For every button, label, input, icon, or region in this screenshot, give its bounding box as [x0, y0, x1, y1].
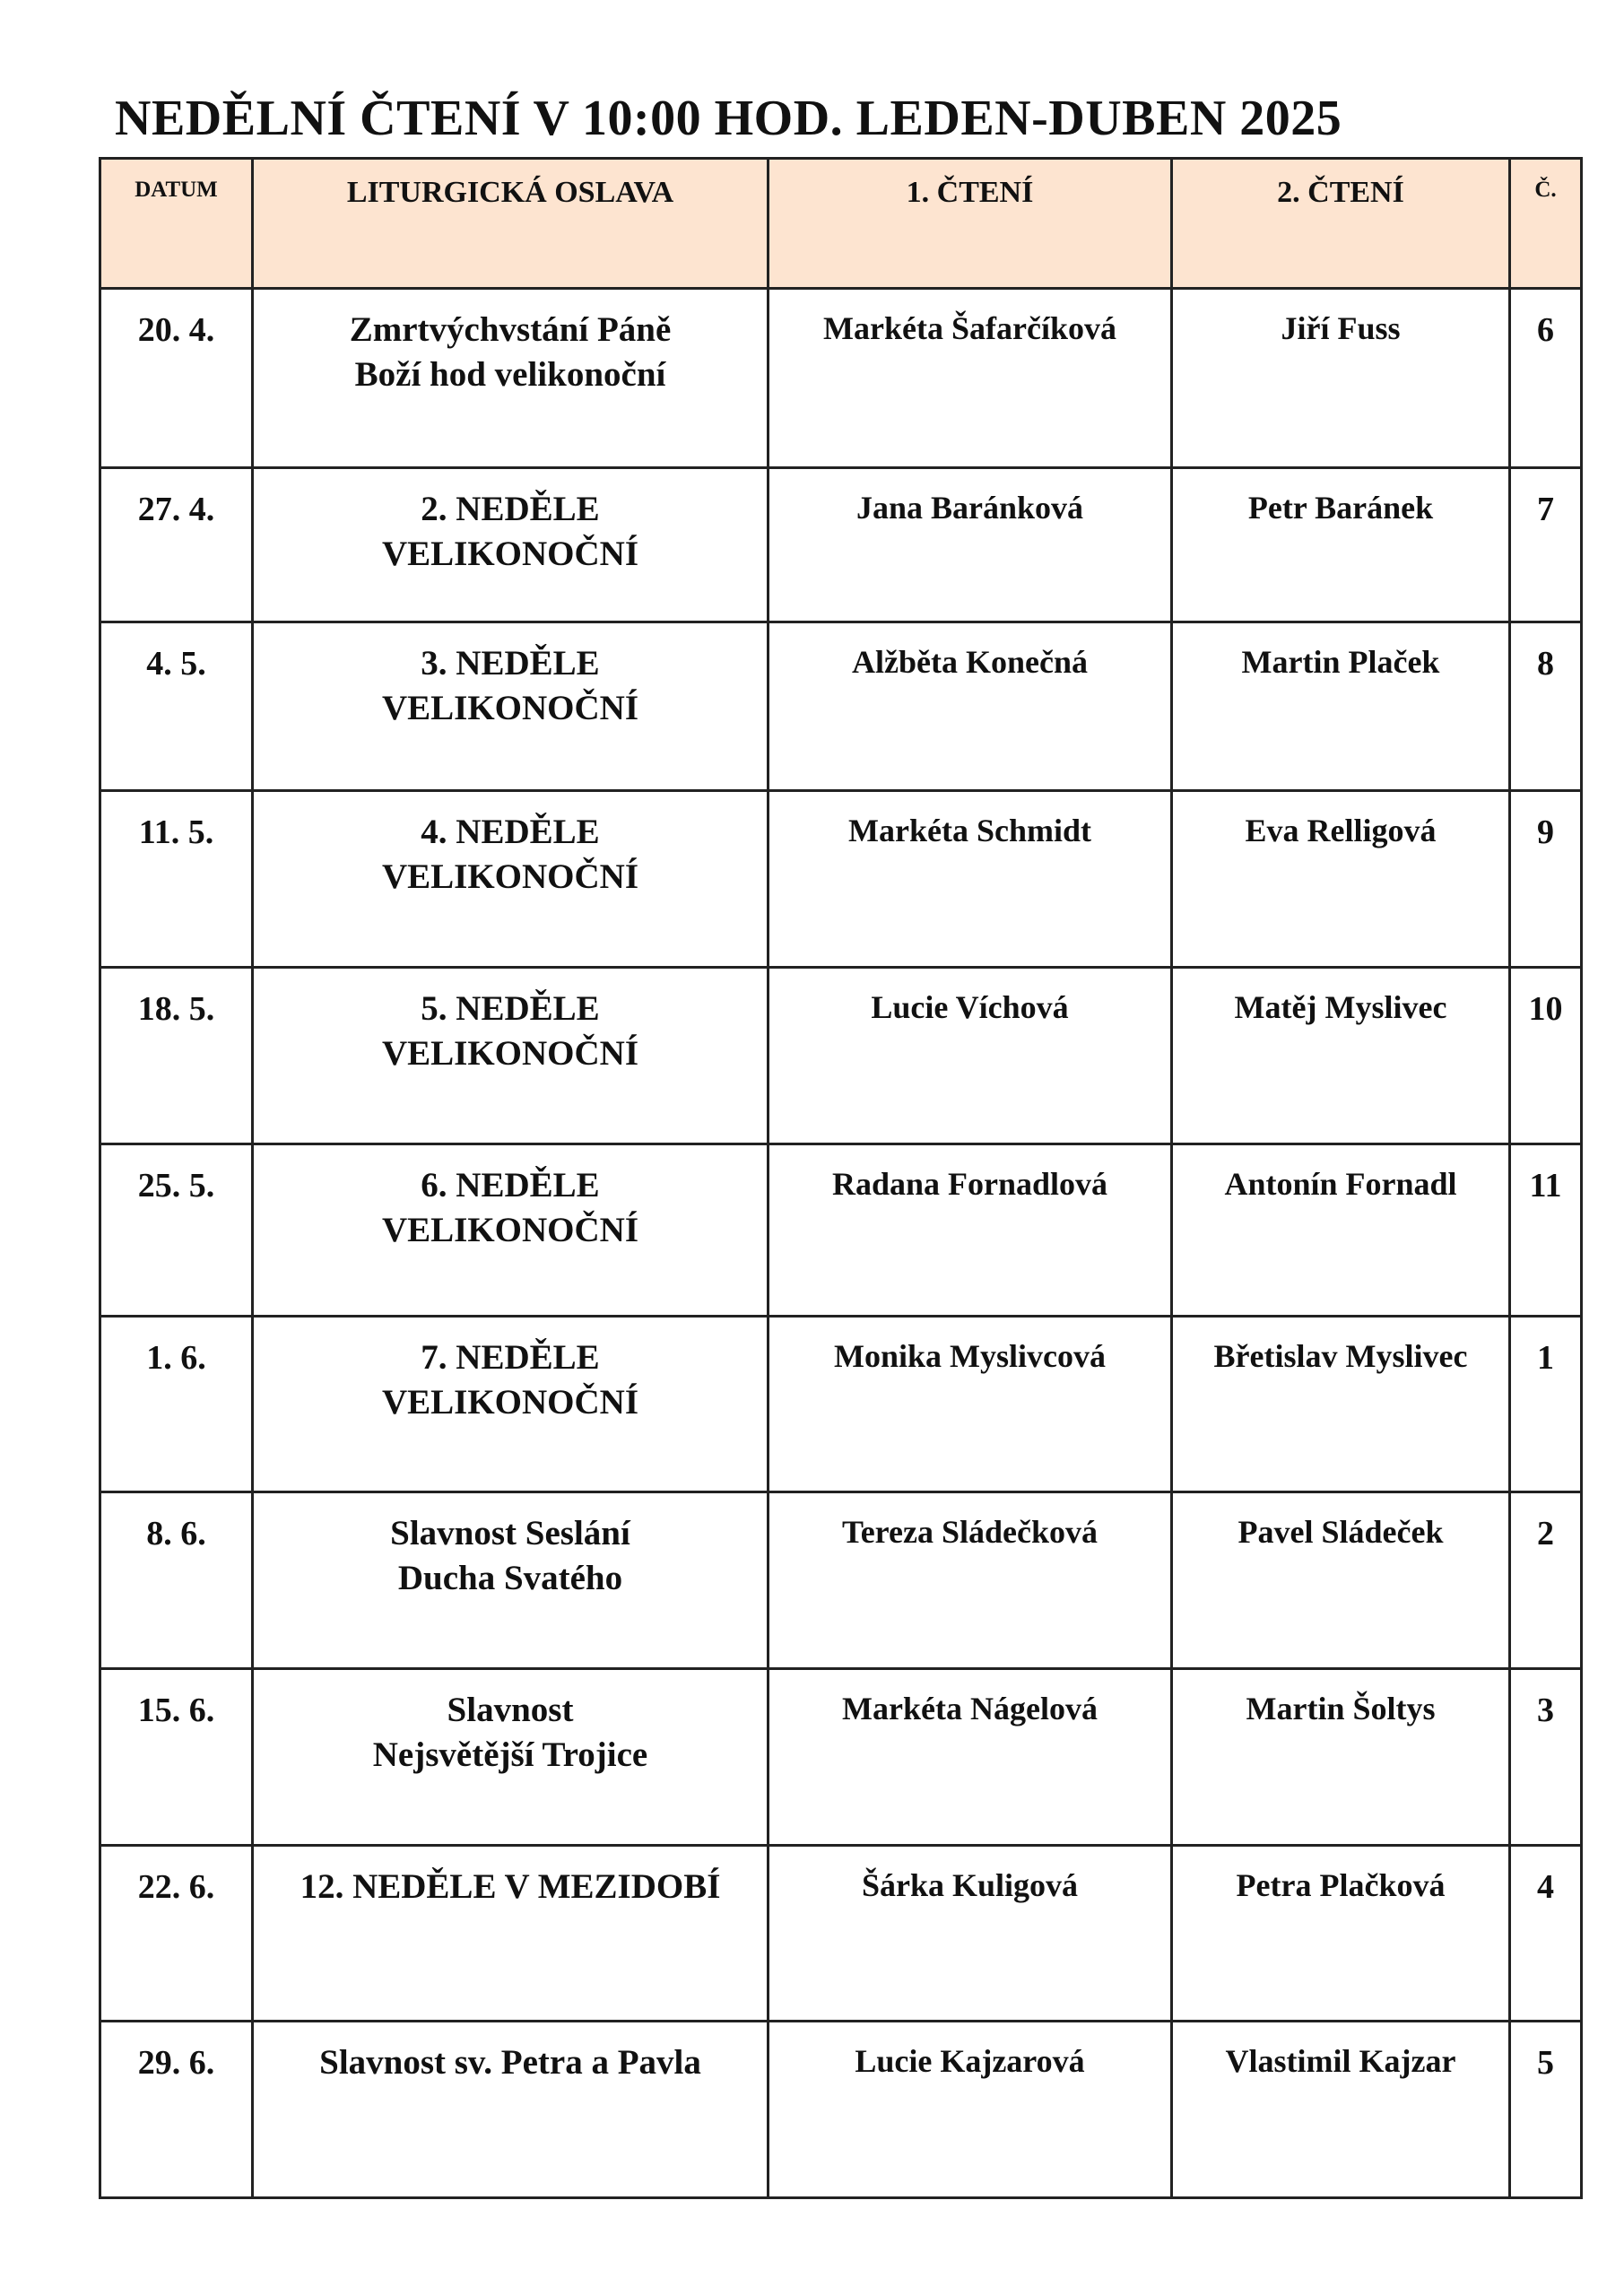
cell-reading1: Alžběta Konečná: [769, 622, 1172, 791]
cell-reading2: Vlastimil Kajzar: [1172, 2022, 1510, 2198]
cell-number: 10: [1510, 968, 1582, 1144]
celebration-line: VELIKONOČNÍ: [381, 535, 639, 573]
readings-table: [99, 157, 1583, 2199]
cell-number: 3: [1510, 1669, 1582, 1846]
cell-reading2: Martin Plaček: [1172, 622, 1510, 791]
celebration-line: 3. NEDĚLE: [421, 644, 600, 683]
celebration-line: VELIKONOČNÍ: [381, 1034, 639, 1073]
table-row: [100, 1492, 1582, 1669]
cell-date: 15. 6.: [100, 1669, 253, 1846]
cell-number: 8: [1510, 622, 1582, 791]
header-celebration: LITURGICKÁ OSLAVA: [253, 159, 769, 289]
table-row: [100, 1144, 1582, 1317]
celebration-line: Slavnost: [447, 1691, 574, 1729]
cell-reading2: Jiří Fuss: [1172, 289, 1510, 468]
celebration-line: Boží hod velikonoční: [354, 355, 666, 394]
table-row: [100, 791, 1582, 968]
cell-date: 8. 6.: [100, 1492, 253, 1669]
cell-reading1: Markéta Šafarčíková: [769, 289, 1172, 468]
cell-reading2: Martin Šoltys: [1172, 1669, 1510, 1846]
cell-number: 4: [1510, 1846, 1582, 2022]
cell-date: 22. 6.: [100, 1846, 253, 2022]
table-row: [100, 1317, 1582, 1492]
cell-celebration: [253, 2022, 769, 2198]
celebration-line: 6. NEDĚLE: [421, 1166, 600, 1205]
celebration-line: 7. NEDĚLE: [421, 1338, 600, 1377]
cell-reading2: Petra Plačková: [1172, 1846, 1510, 2022]
cell-celebration: [253, 968, 769, 1144]
cell-date: 29. 6.: [100, 2022, 253, 2198]
celebration-line: VELIKONOČNÍ: [381, 1211, 639, 1249]
celebration-line: 12. NEDĚLE V MEZIDOBÍ: [300, 1867, 721, 1906]
cell-date: 4. 5.: [100, 622, 253, 791]
cell-reading2: Petr Baránek: [1172, 468, 1510, 622]
cell-date: 27. 4.: [100, 468, 253, 622]
celebration-line: VELIKONOČNÍ: [381, 857, 639, 896]
cell-celebration: [253, 1492, 769, 1669]
cell-reading1: Markéta Nágelová: [769, 1669, 1172, 1846]
cell-reading1: Lucie Víchová: [769, 968, 1172, 1144]
cell-reading2: Matěj Myslivec: [1172, 968, 1510, 1144]
cell-celebration: [253, 1317, 769, 1492]
cell-number: 11: [1510, 1144, 1582, 1317]
cell-celebration: [253, 1144, 769, 1317]
celebration-line: Slavnost sv. Petra a Pavla: [319, 2043, 701, 2082]
cell-number: 7: [1510, 468, 1582, 622]
celebration-line: 5. NEDĚLE: [421, 989, 600, 1028]
celebration-line: Ducha Svatého: [397, 1559, 623, 1597]
cell-reading2: Eva Relligová: [1172, 791, 1510, 968]
table-row: [100, 968, 1582, 1144]
cell-number: 2: [1510, 1492, 1582, 1669]
cell-date: 11. 5.: [100, 791, 253, 968]
table-row: [100, 2022, 1582, 2198]
cell-date: 1. 6.: [100, 1317, 253, 1492]
celebration-line: 4. NEDĚLE: [421, 813, 600, 851]
cell-reading1: Radana Fornadlová: [769, 1144, 1172, 1317]
table-header-row: [100, 159, 1582, 289]
cell-celebration: [253, 622, 769, 791]
cell-number: 6: [1510, 289, 1582, 468]
celebration-line: VELIKONOČNÍ: [381, 1383, 639, 1422]
cell-reading2: Antonín Fornadl: [1172, 1144, 1510, 1317]
header-number: Č.: [1510, 159, 1582, 289]
cell-date: 25. 5.: [100, 1144, 253, 1317]
cell-celebration: [253, 289, 769, 468]
table-row: [100, 468, 1582, 622]
celebration-line: Zmrtvýchvstání Páně: [349, 310, 672, 349]
cell-number: 9: [1510, 791, 1582, 968]
page-title: NEDĚLNÍ ČTENÍ V 10:00 HOD. LEDEN-DUBEN 2025: [115, 91, 1342, 146]
header-reading1: 1. ČTENÍ: [769, 159, 1172, 289]
table-row: [100, 1669, 1582, 1846]
cell-reading2: Pavel Sládeček: [1172, 1492, 1510, 1669]
table-row: [100, 1846, 1582, 2022]
cell-celebration: [253, 1846, 769, 2022]
cell-celebration: [253, 791, 769, 968]
cell-reading1: Markéta Schmidt: [769, 791, 1172, 968]
header-reading2: 2. ČTENÍ: [1172, 159, 1510, 289]
celebration-line: Slavnost Seslání: [390, 1514, 630, 1552]
cell-date: 18. 5.: [100, 968, 253, 1144]
cell-reading1: Tereza Sládečková: [769, 1492, 1172, 1669]
cell-date: 20. 4.: [100, 289, 253, 468]
celebration-line: 2. NEDĚLE: [421, 490, 600, 528]
cell-reading1: Lucie Kajzarová: [769, 2022, 1172, 2198]
table-row: [100, 622, 1582, 791]
table-row: [100, 289, 1582, 468]
celebration-line: VELIKONOČNÍ: [381, 689, 639, 727]
cell-number: 1: [1510, 1317, 1582, 1492]
cell-reading1: Monika Myslivcová: [769, 1317, 1172, 1492]
cell-celebration: [253, 468, 769, 622]
cell-number: 5: [1510, 2022, 1582, 2198]
cell-reading1: Šárka Kuligová: [769, 1846, 1172, 2022]
celebration-line: Nejsvětější Trojice: [372, 1735, 648, 1774]
cell-reading2: Břetislav Myslivec: [1172, 1317, 1510, 1492]
cell-reading1: Jana Baránková: [769, 468, 1172, 622]
header-date: DATUM: [100, 159, 253, 289]
cell-celebration: [253, 1669, 769, 1846]
